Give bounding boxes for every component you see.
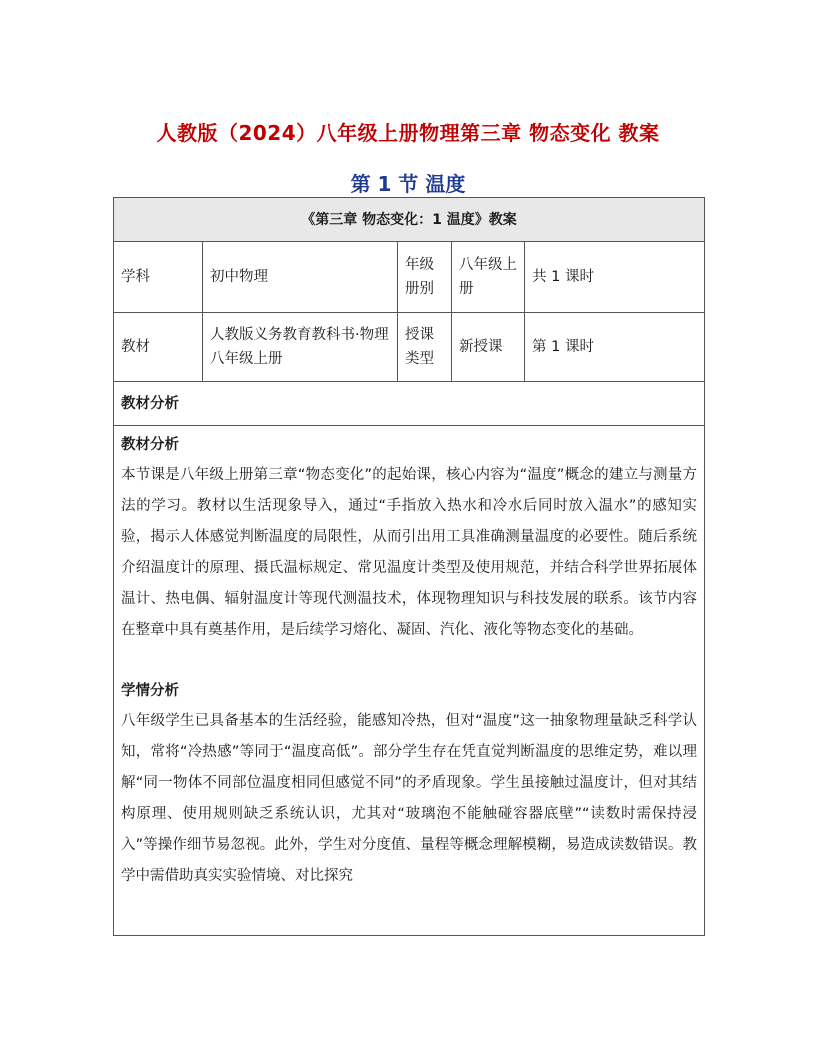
section-title: 第 1 节 温度 — [350, 172, 466, 196]
subject-value: 初中物理 — [203, 242, 398, 313]
grade-label: 年级册别 — [398, 242, 452, 313]
table-row — [114, 313, 705, 382]
analysis-row-label: 教材分析 — [114, 382, 705, 426]
textbook-analysis-text: 本节课是八年级上册第三章“物态变化”的起始课，核心内容为“温度”概念的建立与测量方法的学习。教材以生活现象导入，通过“手指放入热水和冷水后同时放入温水”的感知实验，揭示人体感觉判断温度的局限性，从而引出用工具准确测量温度的必要性。随后系统介绍温度计的原理、摄氏温标规定、常见温度计类型及使用规范，并结合科学世界拓展体温计、热电偶、辐射温度计等现代测温技术，体现物理知识与科技发展的联系。该节内容在整章中具有奠基作用，是后续学习熔化、凝固、汽化、液化等物态变化的基础。 — [121, 467, 698, 638]
document-title: 人教版（2024）八年级上册物理第三章 物态变化 教案 — [156, 121, 660, 145]
lesson-plan-table — [113, 197, 705, 936]
lesson-type-label: 授课类型 — [398, 313, 452, 382]
student-analysis-text: 八年级学生已具备基本的生活经验，能感知冷热，但对“温度”这一抽象物理量缺乏科学认知，常将“冷热感”等同于“温度高低”。部分学生存在凭直觉判断温度的思维定势，难以理解“同一物体不同部位温度相同但感觉不同”的矛盾现象。学生虽接触过温度计，但对其结构原理、使用规则缺乏系统认识，尤其对“玻璃泡不能触碰容器底壁”“读数时需保持浸入”等操作细节易忽视。此外，学生对分度值、量程等概念理解模糊，易造成读数错误。教学中需借助真实实验情境、对比探究 — [121, 713, 698, 884]
textbook-label: 教材 — [114, 313, 203, 382]
lesson-period: 第 1 课时 — [525, 313, 705, 382]
lesson-hours: 共 1 课时 — [525, 242, 705, 313]
analysis-content — [114, 426, 705, 936]
table-header: 《第三章 物态变化：1 温度》教案 — [114, 198, 705, 242]
student-analysis-heading: 学情分析 — [121, 683, 179, 699]
table-row — [114, 242, 705, 313]
textbook-value: 人教版义务教育教科书·物理八年级上册 — [203, 313, 398, 382]
lesson-type-value: 新授课 — [452, 313, 525, 382]
textbook-analysis-heading: 教材分析 — [121, 437, 179, 453]
subject-label: 学科 — [114, 242, 203, 313]
grade-value: 八年级上册 — [452, 242, 525, 313]
